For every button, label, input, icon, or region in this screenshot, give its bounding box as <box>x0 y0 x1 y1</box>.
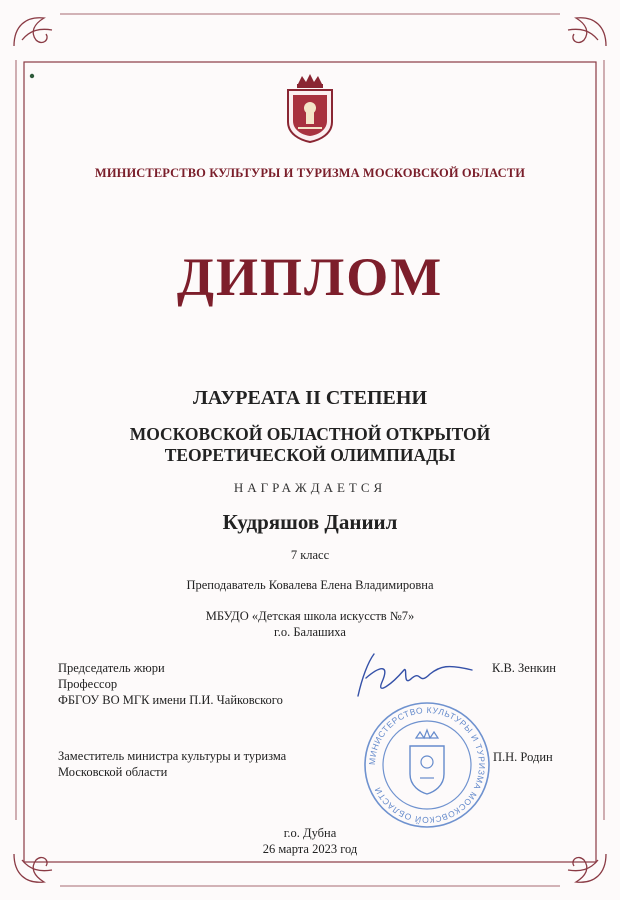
recipient-name: Кудряшов Даниил <box>222 510 398 534</box>
place-label: г.о. Дубна <box>283 826 337 840</box>
deputy-minister-title <box>58 748 286 780</box>
grade-label: 7 класс <box>290 548 330 562</box>
teacher-line: Преподаватель Ковалева Елена Владимировна <box>186 578 434 592</box>
deputy-minister-name: П.Н. Родин <box>493 750 553 764</box>
ministry-title: МИНИСТЕРСТВО КУЛЬТУРЫ И ТУРИЗМА МОСКОВСКОЙ ОБЛАСТИ <box>94 166 526 180</box>
svg-text:МИНИСТЕРСТВО КУЛЬТУРЫ И ТУРИЗМ <box>367 705 487 826</box>
deputy-minister-line-2: Московской области <box>58 765 168 779</box>
olympiad-name <box>0 424 620 466</box>
official-stamp <box>362 700 492 830</box>
coat-of-arms-emblem <box>284 72 336 144</box>
stamp-text: МИНИСТЕРСТВО КУЛЬТУРЫ И ТУРИЗМА МОСКОВСКОЙ ОБЛАСТИ <box>366 704 488 826</box>
jury-chair-line-1: Председатель жюри <box>58 661 165 675</box>
document-title: ДИПЛОМ <box>176 247 444 307</box>
handwritten-signature <box>352 648 482 708</box>
school-name: МБУДО «Детская школа искусств №7» <box>205 609 415 623</box>
jury-chair-name: К.В. Зенкин <box>492 661 557 675</box>
olympiad-line-2: ТЕОРЕТИЧЕСКОЙ ОЛИМПИАДЫ <box>164 445 456 465</box>
deputy-minister-line-1: Заместитель министра культуры и туризма <box>58 749 287 763</box>
laureate-degree: ЛАУРЕАТА II СТЕПЕНИ <box>193 387 427 409</box>
jury-chair-line-2: Профессор <box>58 677 118 691</box>
olympiad-line-1: МОСКОВСКОЙ ОБЛАСТНОЙ ОТКРЫТОЙ <box>129 424 491 444</box>
jury-chair-title <box>58 660 283 708</box>
jury-chair-line-3: ФБГОУ ВО МГК имени П.И. Чайковского <box>58 693 283 707</box>
school-city: г.о. Балашиха <box>274 625 346 639</box>
awarded-label: НАГРАЖДАЕТСЯ <box>233 480 387 495</box>
date-label: 26 марта 2023 год <box>262 842 358 856</box>
